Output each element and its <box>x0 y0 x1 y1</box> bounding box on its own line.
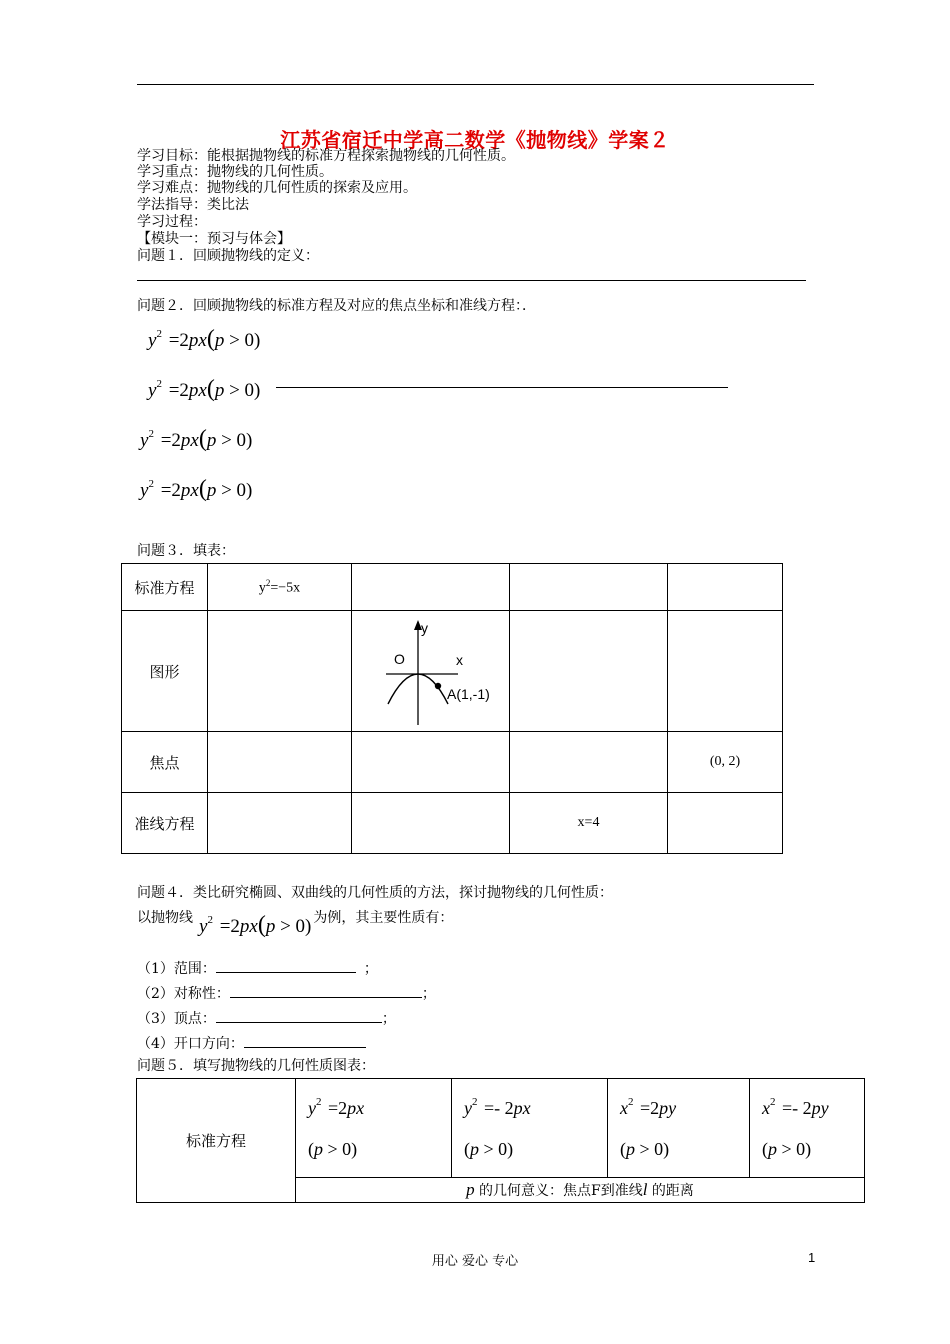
question-3: 问题３．填表： <box>137 543 235 559</box>
row-label-equation: 标准方程 <box>122 564 208 611</box>
y-label: y <box>421 620 428 636</box>
graph-cell-1[interactable] <box>208 611 352 732</box>
opening-blank[interactable] <box>244 1033 366 1048</box>
range-blank[interactable] <box>216 958 356 973</box>
graph-cell-2 <box>352 611 510 732</box>
row-label-graph: 图形 <box>122 611 208 732</box>
formula-q4: $y^2 =2px(p > 0)$ <box>199 912 312 938</box>
std-eq-col-4: $x^2 =- 2py$ (p > 0) <box>750 1079 865 1178</box>
vertex-blank[interactable] <box>216 1008 382 1023</box>
std-eq-col-1: $y^2 =2px$ (p > 0) <box>296 1079 452 1178</box>
question-4: 问题４．类比研究椭圆、双曲线的几何性质的方法，探讨抛物线的几何性质： <box>137 885 613 901</box>
page-title: 江苏省宿迁中学高二数学《抛物线》学案２ <box>280 128 670 152</box>
row-label-directrix: 准线方程 <box>122 793 208 854</box>
property-symmetry: （2）对称性： ； <box>137 983 436 1002</box>
formula-2-underline <box>276 387 728 388</box>
fill-table <box>121 563 783 854</box>
directrix-cell-1[interactable] <box>208 793 352 854</box>
directrix-cell-4[interactable] <box>668 793 783 854</box>
learning-focus: 学习重点：抛物线的几何性质。 <box>137 164 333 180</box>
formula-4: $y^2 =2px(p > 0)$ <box>140 476 253 502</box>
directrix-cell-3: x=4 <box>510 793 668 854</box>
focus-cell-3[interactable] <box>510 732 668 793</box>
footer-text: 用心 爱心 专心 <box>431 1254 519 1269</box>
property-vertex: （3）顶点： ； <box>137 1008 396 1027</box>
question-1: 问题１．回顾抛物线的定义： <box>137 248 319 264</box>
property-table <box>136 1078 865 1203</box>
p-meaning-note: p 的几何意义：焦点F到准线l 的距离 <box>296 1178 865 1203</box>
learning-process: 学习过程： <box>137 214 207 230</box>
learning-method: 学法指导：类比法 <box>137 197 249 213</box>
learning-goal: 学习目标：能根据抛物线的标准方程探索抛物线的几何性质。 <box>137 148 515 164</box>
equation-cell-1: $y^2=-5x$ <box>208 564 352 611</box>
symmetry-blank[interactable] <box>230 983 422 998</box>
equation-cell-4[interactable] <box>668 564 783 611</box>
equation-cell-2[interactable] <box>352 564 510 611</box>
question-4-intro: 以抛物线 $y^2 =2px(p > 0)$ 为例，其主要性质有： <box>137 910 454 938</box>
equation-cell-3[interactable] <box>510 564 668 611</box>
answer-line-q1 <box>137 280 806 281</box>
question-5: 问题５．填写抛物线的几何性质图表： <box>137 1058 375 1074</box>
focus-cell-1[interactable] <box>208 732 352 793</box>
header-rule <box>137 84 814 85</box>
question-2: 问题２．回顾抛物线的标准方程及对应的焦点坐标和准线方程：． <box>137 298 536 314</box>
std-eq-col-2: $y^2 =- 2px$ (p > 0) <box>452 1079 608 1178</box>
property-table-label: 标准方程 <box>137 1079 296 1203</box>
point-a <box>435 683 441 689</box>
property-opening: （4）开口方向： <box>137 1033 366 1052</box>
row-label-focus: 焦点 <box>122 732 208 793</box>
x-label: x <box>456 652 463 668</box>
point-a-label: A(1,-1) <box>447 686 490 702</box>
origin-label: O <box>394 651 405 667</box>
std-eq-col-3: $x^2 =2py$ (p > 0) <box>608 1079 750 1178</box>
graph-cell-4[interactable] <box>668 611 783 732</box>
module-heading: 【模块一：预习与体会】 <box>137 231 291 247</box>
parabola-graph <box>352 611 509 731</box>
graph-cell-3[interactable] <box>510 611 668 732</box>
formula-1: $y^2 =2px(p > 0)$ <box>148 326 261 352</box>
formula-3: $y^2 =2px(p > 0)$ <box>140 426 253 452</box>
formula-2: $y^2 =2px(p > 0)$ <box>148 376 261 402</box>
focus-cell-2[interactable] <box>352 732 510 793</box>
learning-difficulty: 学习难点：抛物线的几何性质的探索及应用。 <box>137 180 417 196</box>
focus-cell-4: (0, 2) <box>668 732 783 793</box>
property-range: （1）范围： ； <box>137 958 378 977</box>
directrix-cell-2[interactable] <box>352 793 510 854</box>
page-number: 1 <box>808 1250 816 1265</box>
